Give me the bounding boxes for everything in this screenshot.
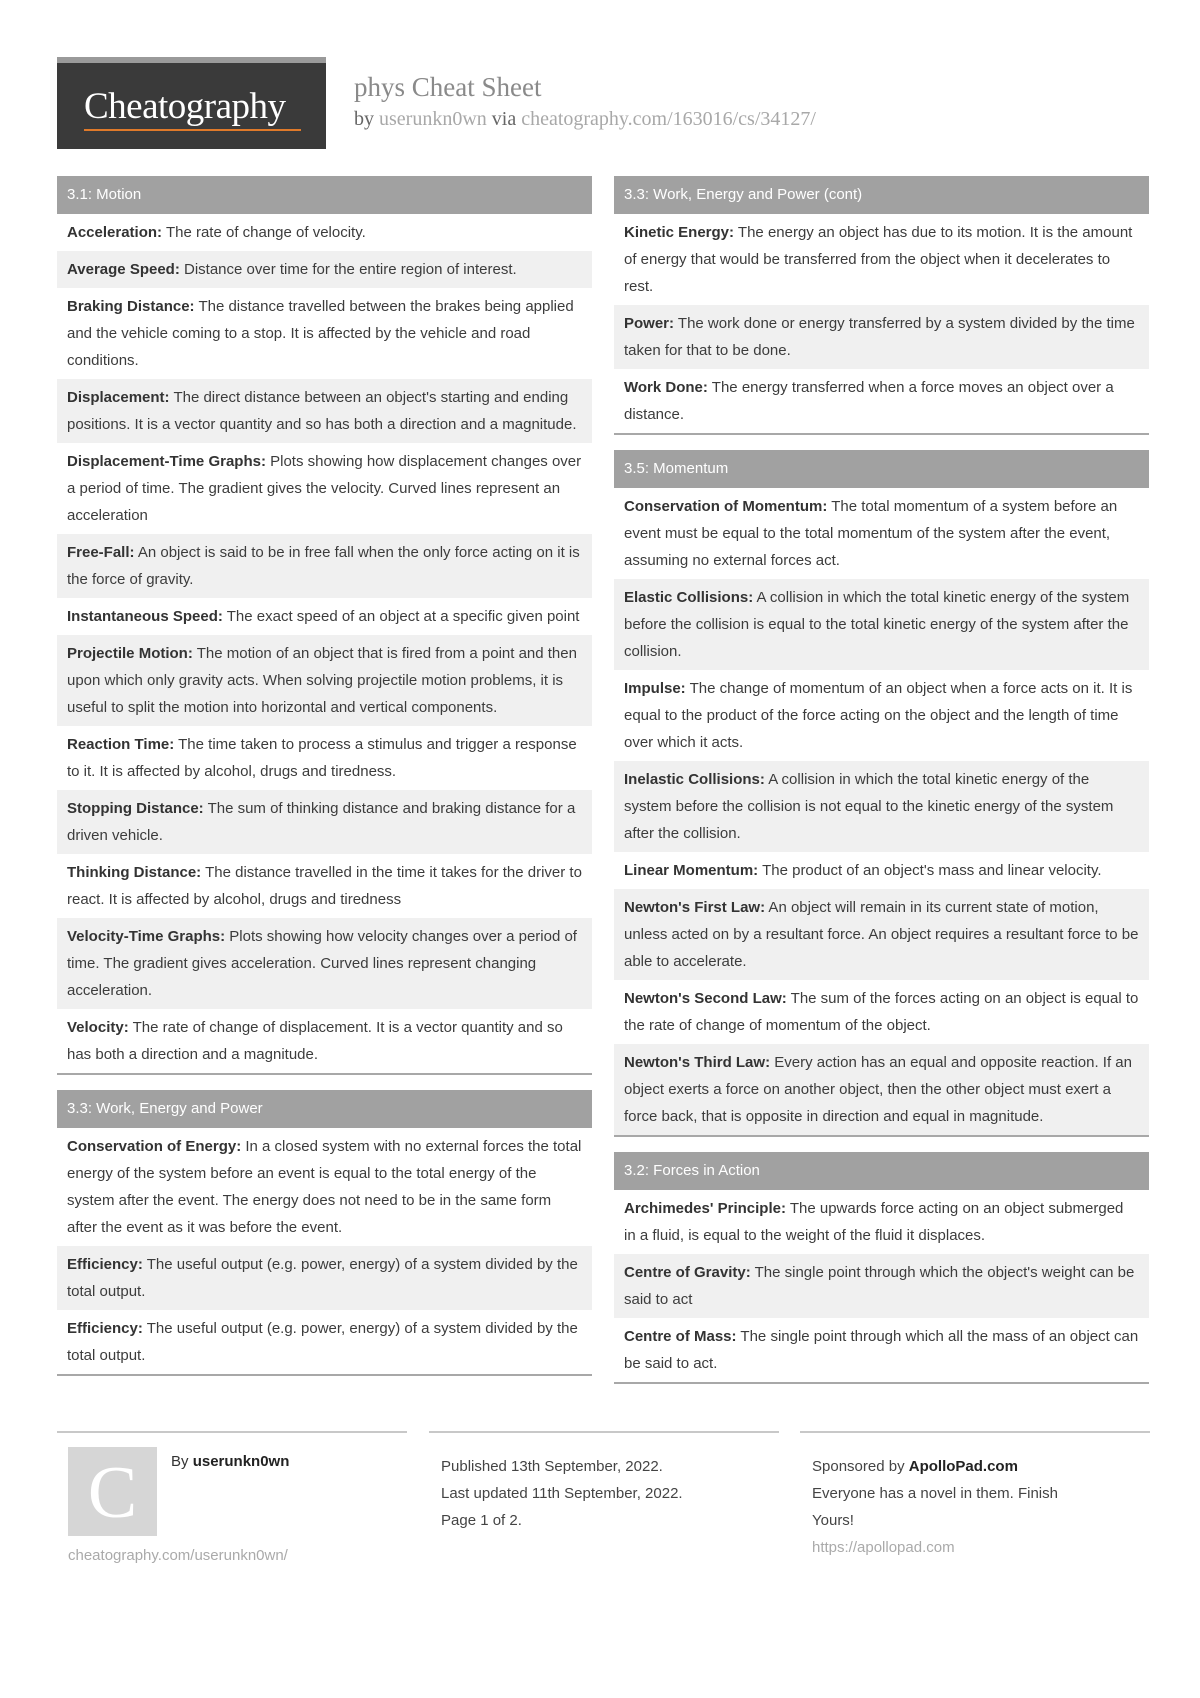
cheatography-logo[interactable] xyxy=(57,57,326,149)
updated-date: Last updated 11th September, 2022. xyxy=(441,1485,683,1502)
entry-text: The distance travelled between the brakes being applied and the vehicle coming to a stop. It is affected by the vehicle and road conditions. xyxy=(67,298,574,369)
sponsor-text-1: Everyone has a novel in them. Finish xyxy=(812,1485,1058,1502)
footer-author xyxy=(57,1431,407,1564)
entry-term: Efficiency: xyxy=(67,1320,143,1337)
section-momentum xyxy=(614,450,1149,1137)
entry-text: The single point through which all the mass of an object can be said to act. xyxy=(624,1328,1139,1372)
entry-text: The motion of an object that is fired from a point and then upon which only gravity acts. When solving projectile motion problems, it is useful to split the motion into horizontal and vertical components. xyxy=(67,645,577,716)
entry-term: Acceleration: xyxy=(67,224,163,241)
sponsor-name[interactable]: ApolloPad.com xyxy=(908,1458,1018,1475)
entry-term: Linear Momentum: xyxy=(624,862,759,879)
entry-text: Distance over time for the entire region of interest. xyxy=(179,261,517,278)
published-date: Published 13th September, 2022. xyxy=(441,1458,663,1475)
entry xyxy=(57,214,592,251)
section-work-energy-power xyxy=(57,1090,592,1376)
author-link[interactable]: userunkn0wn xyxy=(379,108,487,130)
entry-text: An object is said to be in free fall when the only force acting on it is the force of gravity. xyxy=(67,544,580,588)
entry-text: The product of an object's mass and linear velocity. xyxy=(758,862,1102,879)
entry-text: The sum of the forces acting on an object is equal to the rate of change of momentum of the object. xyxy=(624,990,1139,1034)
footer-author-link[interactable]: userunkn0wn xyxy=(192,1453,290,1470)
entry-text: The work done or energy transferred by a system divided by the time taken for that to be done. xyxy=(624,315,1135,359)
entry-term: Archimedes' Principle: xyxy=(624,1200,786,1217)
entry-term: Kinetic Energy: xyxy=(624,224,735,241)
entry-term: Projectile Motion: xyxy=(67,645,193,662)
entry xyxy=(57,379,592,443)
entry xyxy=(57,854,592,918)
section-title: 3.2: Forces in Action xyxy=(614,1152,1149,1190)
entry-term: Stopping Distance: xyxy=(67,800,204,817)
entry-text: The energy transferred when a force moves an object over a distance. xyxy=(624,379,1114,423)
entry xyxy=(614,761,1149,852)
byline xyxy=(354,108,816,131)
entry-term: Impulse: xyxy=(624,680,686,697)
entry-text: The distance travelled in the time it takes for the driver to react. It is affected by alcohol, drugs and tiredness xyxy=(67,864,582,908)
section-title: 3.3: Work, Energy and Power xyxy=(57,1090,592,1128)
entry-text: The useful output (e.g. power, energy) of a system divided by the total output. xyxy=(67,1256,578,1300)
entry-term: Newton's Second Law: xyxy=(624,990,787,1007)
entry xyxy=(57,288,592,379)
entry xyxy=(57,635,592,726)
section-title: 3.3: Work, Energy and Power (cont) xyxy=(614,176,1149,214)
entry-term: Displacement-Time Graphs: xyxy=(67,453,266,470)
entry-text: The change of momentum of an object when a force acts on it. It is equal to the product of the force acting on the object and the length of time over which it acts. xyxy=(624,680,1133,751)
sponsor-text-2: Yours! xyxy=(812,1512,854,1529)
entry xyxy=(57,790,592,854)
entry-term: Newton's First Law: xyxy=(624,899,766,916)
entry-text: The energy an object has due to its motion. It is the amount of energy that would be transferred from the object when it decelerates to rest. xyxy=(624,224,1133,295)
entry-term: Conservation of Energy: xyxy=(67,1138,242,1155)
entry-term: Braking Distance: xyxy=(67,298,195,315)
sponsor-line xyxy=(812,1453,1058,1480)
entry xyxy=(57,251,592,288)
left-column xyxy=(57,176,592,1391)
entry xyxy=(57,443,592,534)
byline-via: via xyxy=(491,108,517,130)
entry-text: A collision in which the total kinetic energy of the system before the collision is not equal to the kinetic energy of the system after the collision. xyxy=(624,771,1114,842)
entry-text: Every action has an equal and opposite reaction. If an object exerts a force on another object, then the other object must exert a force back, that is opposite in direction and equal in magnitude. xyxy=(624,1054,1132,1125)
entry xyxy=(614,670,1149,761)
entry xyxy=(614,1044,1149,1135)
entry xyxy=(614,369,1149,433)
entry xyxy=(614,305,1149,369)
entry xyxy=(57,1246,592,1310)
entry-term: Average Speed: xyxy=(67,261,180,278)
entry-text: An object will remain in its current state of motion, unless acted on by a resultant force. An object requires a resultant force to be able to accelerate. xyxy=(624,899,1139,970)
entry xyxy=(57,918,592,1009)
sponsor-url-link[interactable]: https://apollopad.com xyxy=(812,1539,955,1556)
entry xyxy=(614,579,1149,670)
entry-text: The rate of change of displacement. It is a vector quantity and so has both a direction and a magnitude. xyxy=(67,1019,563,1063)
entry-term: Inelastic Collisions: xyxy=(624,771,765,788)
avatar[interactable] xyxy=(68,1447,157,1536)
entry-term: Velocity-Time Graphs: xyxy=(67,928,226,945)
entry-text: Plots showing how displacement changes over a period of time. The gradient gives the velocity. Curved lines represent an acceleration xyxy=(67,453,582,524)
entry xyxy=(614,980,1149,1044)
entry-term: Free-Fall: xyxy=(67,544,135,561)
entry xyxy=(57,1128,592,1246)
entry xyxy=(614,852,1149,889)
right-column xyxy=(614,176,1149,1399)
entry xyxy=(614,889,1149,980)
footer-dates xyxy=(429,1431,779,1529)
entry-text: The single point through which the object's weight can be said to act xyxy=(624,1264,1135,1308)
entry-term: Newton's Third Law: xyxy=(624,1054,771,1071)
entry-text: The exact speed of an object at a specific given point xyxy=(222,608,580,625)
entry-term: Centre of Mass: xyxy=(624,1328,737,1345)
page-title: phys Cheat Sheet xyxy=(354,72,542,102)
entry-text: Plots showing how velocity changes over a period of time. The gradient gives acceleration. Curved lines represent changing acceleration. xyxy=(67,928,577,999)
entry xyxy=(614,214,1149,305)
entry-text: The total momentum of a system before an event must be equal to the total momentum of the system after the event, assuming no external forces act. xyxy=(624,498,1118,569)
logo-text: Cheatography xyxy=(84,86,286,127)
entry-text: The useful output (e.g. power, energy) of a system divided by the total output. xyxy=(67,1320,578,1364)
entry-term: Centre of Gravity: xyxy=(624,1264,751,1281)
entry xyxy=(614,1190,1149,1254)
entry-term: Instantaneous Speed: xyxy=(67,608,223,625)
entry-term: Conservation of Momentum: xyxy=(624,498,828,515)
section-forces-in-action xyxy=(614,1152,1149,1384)
entry-term: Work Done: xyxy=(624,379,708,396)
entry-text: The time taken to process a stimulus and trigger a response to it. It is affected by alcohol, drugs and tiredness. xyxy=(67,736,577,780)
entry-term: Elastic Collisions: xyxy=(624,589,754,606)
entry xyxy=(614,1254,1149,1318)
entry-text: The sum of thinking distance and braking distance for a driven vehicle. xyxy=(67,800,576,844)
entry xyxy=(614,488,1149,579)
sheet-url-link[interactable]: cheatography.com/163016/cs/34127/ xyxy=(521,108,816,130)
entry-text: The rate of change of velocity. xyxy=(162,224,366,241)
logo-underline xyxy=(84,129,301,131)
avatar-letter: C xyxy=(87,1452,138,1534)
footer-by-label: By xyxy=(171,1453,189,1470)
entry xyxy=(57,598,592,635)
section-motion xyxy=(57,176,592,1075)
entry xyxy=(57,1310,592,1374)
entry-text: The upwards force acting on an object submerged in a fluid, is equal to the weight of the fluid it displaces. xyxy=(624,1200,1124,1244)
entry-text: In a closed system with no external forces the total energy of the system before an event is equal to the total energy of the system after the event. The energy does not need to be in the same form after the event as it was before the event. xyxy=(67,1138,582,1236)
entry-term: Power: xyxy=(624,315,675,332)
entry-term: Efficiency: xyxy=(67,1256,143,1273)
footer-byline xyxy=(171,1453,289,1470)
entry-term: Velocity: xyxy=(67,1019,129,1036)
entry xyxy=(614,1318,1149,1382)
sponsored-by-label: Sponsored by xyxy=(812,1458,905,1475)
entry-term: Thinking Distance: xyxy=(67,864,202,881)
entry xyxy=(57,726,592,790)
footer-sponsor xyxy=(800,1431,1150,1556)
entry-text: A collision in which the total kinetic energy of the system before the collision is equal to the total kinetic energy of the system after the collision. xyxy=(624,589,1130,660)
entry-term: Reaction Time: xyxy=(67,736,175,753)
entry-term: Displacement: xyxy=(67,389,170,406)
entry xyxy=(57,1009,592,1073)
section-title: 3.1: Motion xyxy=(57,176,592,214)
page-number: Page 1 of 2. xyxy=(441,1512,522,1529)
byline-by: by xyxy=(354,108,374,130)
section-work-energy-power-cont xyxy=(614,176,1149,435)
entry xyxy=(57,534,592,598)
entry-text: The direct distance between an object's starting and ending positions. It is a vector quantity and so has both a direction and a magnitude. xyxy=(67,389,577,433)
profile-url-link[interactable]: cheatography.com/userunkn0wn/ xyxy=(68,1547,288,1564)
section-title: 3.5: Momentum xyxy=(614,450,1149,488)
